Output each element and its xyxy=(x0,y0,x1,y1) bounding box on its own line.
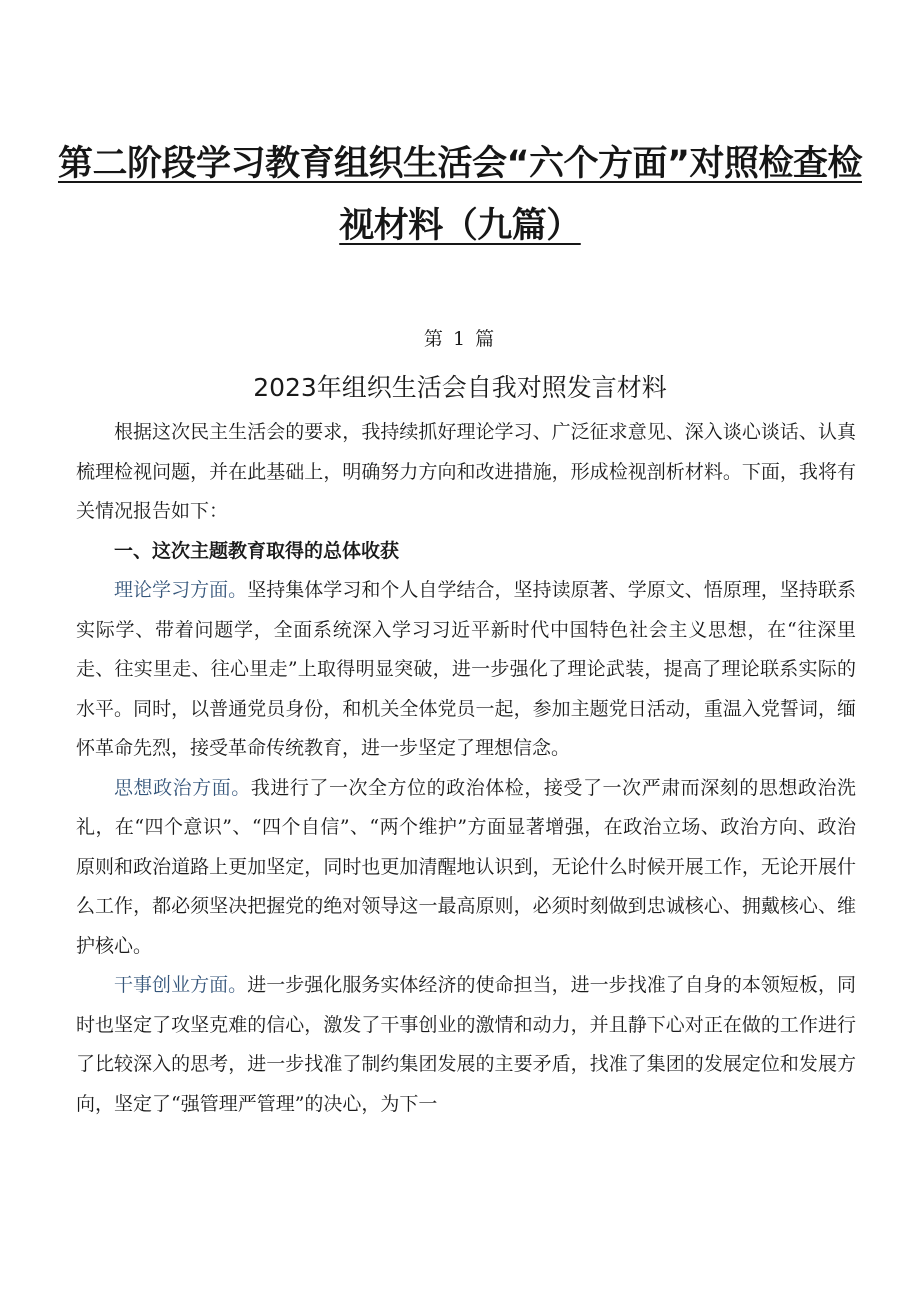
document-body xyxy=(76,413,856,1124)
paragraph-lead: 干事创业方面。 xyxy=(114,974,248,996)
paragraph-ideology xyxy=(76,769,856,967)
paragraph-theory-study xyxy=(76,571,856,769)
intro-paragraph: 根据这次民主生活会的要求，我持续抓好理论学习、广泛征求意见、深入谈心谈话、认真梳理检视问题，并在此基础上，明确努力方向和改进措施，形成检视剖析材料。下面，我将有关情况报告如下： xyxy=(76,421,856,522)
document-title-line-1 xyxy=(40,136,880,186)
section-subtitle: 2023年组织生活会自我对照发言材料 xyxy=(253,373,667,402)
document-title-line-2 xyxy=(40,198,880,248)
paragraph-body: 坚持集体学习和个人自学结合，坚持读原著、学原文、悟原理，坚持联系实际学、带着问题学，全面系统深入学习习近平新时代中国特色社会主义思想，在“往深里走、往实里走、往心里走”上取得明显突破，进一步强化了理论武装，提高了理论联系实际的水平。同时，以普通党员身份，和机关全体党员一起，参加主题党日活动，重温入党誓词，缅怀革命先烈，接受革命传统教育，进一步坚定了理想信念。 xyxy=(76,579,856,759)
paragraph-body: 我进行了一次全方位的政治体检，接受了一次严肃而深刻的思想政治洗礼，在“四个意识”、“四个自信”、“两个维护”方面显著增强，在政治立场、政治方向、政治原则和政治道路上更加坚定，同时也更加清醒地认识到，无论什么时候开展工作，无论开展什么工作，都必须坚决把握党的绝对领导这一最高原则，必须时刻做到忠诚核心、拥戴核心、维护核心。 xyxy=(76,776,856,957)
paragraph-career xyxy=(76,966,856,1124)
paragraph-lead: 思想政治方面。 xyxy=(114,776,251,799)
section-heading: 一、这次主题教育取得的总体收获 xyxy=(114,539,400,562)
title-text-2: 视材料（九篇） xyxy=(339,206,581,246)
paragraph-body: 进一步强化服务实体经济的使命担当，进一步找准了自身的本领短板，同时也坚定了攻坚克难的信心，激发了干事创业的激情和动力，并且静下心对正在做的工作进行了比较深入的思考，进一步找准了制约集团发展的主要矛盾，找准了集团的发展定位和发展方向，坚定了“强管理严管理”的决心，为下一 xyxy=(76,974,856,1115)
title-text-1: 第二阶段学习教育组织生活会“六个方面”对照检查检 xyxy=(57,144,862,184)
part-label: 第 1 篇 xyxy=(423,328,497,350)
paragraph-lead: 理论学习方面。 xyxy=(114,579,248,601)
